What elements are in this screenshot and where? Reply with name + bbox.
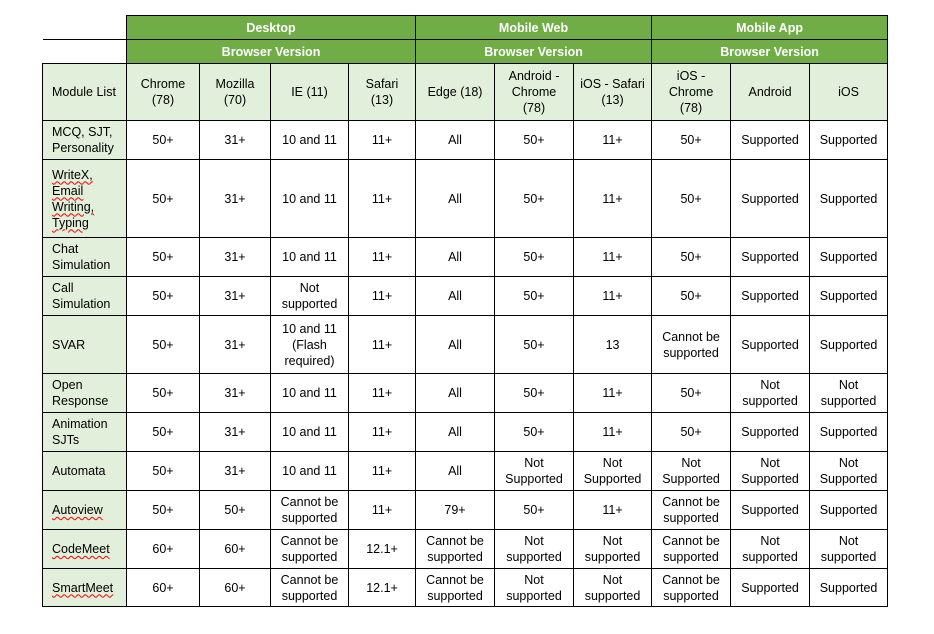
- cell-ios-safari: 11+: [574, 277, 652, 316]
- module-name: WriteX, Email Writing, Typing: [52, 167, 95, 230]
- subheader-mobile-web: Browser Version: [416, 40, 652, 64]
- blank-corner: [43, 16, 127, 40]
- cell-ie: 10 and 11: [271, 452, 349, 491]
- cell-safari: 12.1+: [349, 530, 416, 569]
- module-cell: Animation SJTs: [43, 413, 127, 452]
- cell-ios-safari: Not Supported: [574, 452, 652, 491]
- cell-edge: All: [416, 413, 495, 452]
- cell-ie: Cannot be supported: [271, 569, 349, 607]
- cell-edge: All: [416, 452, 495, 491]
- cell-safari: 11+: [349, 452, 416, 491]
- cell-ios: Supported: [810, 121, 888, 160]
- module-cell: [43, 160, 127, 238]
- cell-ie: 10 and 11: [271, 374, 349, 413]
- group-desktop: Desktop: [127, 16, 416, 40]
- cell-edge: All: [416, 238, 495, 277]
- blank-corner-sub: [43, 40, 127, 64]
- cell-ios-safari: 13: [574, 316, 652, 374]
- cell-ie: 10 and 11: [271, 160, 349, 238]
- cell-ios-chrome: Cannot be supported: [652, 569, 731, 607]
- cell-chrome: 50+: [127, 452, 200, 491]
- cell-safari: 11+: [349, 316, 416, 374]
- module-cell: Call Simulation: [43, 277, 127, 316]
- cell-ios: Supported: [810, 238, 888, 277]
- cell-mozilla: 31+: [200, 413, 271, 452]
- group-header-row: [43, 16, 888, 40]
- cell-ios-safari: 11+: [574, 491, 652, 530]
- cell-android: Not Supported: [731, 452, 810, 491]
- cell-chrome: 50+: [127, 277, 200, 316]
- col-module-list: Module List: [43, 64, 127, 121]
- browser-compatibility-table: [42, 15, 888, 607]
- group-mobile-web: Mobile Web: [416, 16, 652, 40]
- cell-ios-chrome: 50+: [652, 277, 731, 316]
- column-header-row: [43, 64, 888, 121]
- cell-ios-safari: 11+: [574, 374, 652, 413]
- module-cell: SVAR: [43, 316, 127, 374]
- cell-android-chrome: 50+: [495, 160, 574, 238]
- module-cell: Open Response: [43, 374, 127, 413]
- cell-ie: Cannot be supported: [271, 491, 349, 530]
- cell-android-chrome: 50+: [495, 316, 574, 374]
- cell-android: Supported: [731, 121, 810, 160]
- cell-ie: 10 and 11: [271, 413, 349, 452]
- table-row: [43, 569, 888, 607]
- cell-ios-chrome: 50+: [652, 160, 731, 238]
- group-mobile-app: Mobile App: [652, 16, 888, 40]
- cell-ios-safari: 11+: [574, 160, 652, 238]
- cell-mozilla: 60+: [200, 530, 271, 569]
- cell-ios-chrome: 50+: [652, 121, 731, 160]
- cell-mozilla: 31+: [200, 160, 271, 238]
- cell-ios: Supported: [810, 160, 888, 238]
- col-edge: Edge (18): [416, 64, 495, 121]
- cell-android: Supported: [731, 238, 810, 277]
- table-row: [43, 374, 888, 413]
- module-name: SmartMeet: [52, 580, 114, 595]
- cell-mozilla: 50+: [200, 491, 271, 530]
- subheader-desktop: Browser Version: [127, 40, 416, 64]
- cell-ios-chrome: 50+: [652, 374, 731, 413]
- module-cell: MCQ, SJT, Personality: [43, 121, 127, 160]
- module-cell: [43, 569, 127, 607]
- cell-edge: All: [416, 121, 495, 160]
- cell-mozilla: 31+: [200, 238, 271, 277]
- cell-ios: Supported: [810, 277, 888, 316]
- cell-ios: Not supported: [810, 530, 888, 569]
- module-cell: [43, 491, 127, 530]
- module-cell: Chat Simulation: [43, 238, 127, 277]
- cell-edge: Cannot be supported: [416, 569, 495, 607]
- cell-android: Supported: [731, 491, 810, 530]
- cell-android-chrome: 50+: [495, 238, 574, 277]
- module-cell: Automata: [43, 452, 127, 491]
- table-row: [43, 316, 888, 374]
- cell-mozilla: 31+: [200, 374, 271, 413]
- cell-android-chrome: Not Supported: [495, 452, 574, 491]
- cell-safari: 11+: [349, 277, 416, 316]
- cell-ie: 10 and 11: [271, 121, 349, 160]
- col-android-chrome: Android - Chrome (78): [495, 64, 574, 121]
- cell-ios: Supported: [810, 413, 888, 452]
- col-ios-chrome: iOS - Chrome (78): [652, 64, 731, 121]
- cell-ios-safari: Not supported: [574, 569, 652, 607]
- col-android: Android: [731, 64, 810, 121]
- cell-android-chrome: Not supported: [495, 569, 574, 607]
- cell-chrome: 60+: [127, 530, 200, 569]
- table-row: [43, 413, 888, 452]
- col-ios-safari: iOS - Safari (13): [574, 64, 652, 121]
- cell-ios-chrome: Cannot be supported: [652, 316, 731, 374]
- cell-android: Not supported: [731, 374, 810, 413]
- cell-android-chrome: 50+: [495, 121, 574, 160]
- table-row: [43, 277, 888, 316]
- cell-edge: Cannot be supported: [416, 530, 495, 569]
- cell-chrome: 50+: [127, 238, 200, 277]
- cell-ios-chrome: Cannot be supported: [652, 491, 731, 530]
- cell-mozilla: 31+: [200, 452, 271, 491]
- cell-ios-safari: 11+: [574, 238, 652, 277]
- cell-android-chrome: 50+: [495, 277, 574, 316]
- module-name: Autoview: [52, 503, 103, 517]
- table-row: [43, 452, 888, 491]
- cell-android: Supported: [731, 277, 810, 316]
- cell-safari: 11+: [349, 413, 416, 452]
- cell-ie: 10 and 11 (Flash required): [271, 316, 349, 374]
- cell-mozilla: 31+: [200, 277, 271, 316]
- subheader-row: [43, 40, 888, 64]
- cell-safari: 11+: [349, 160, 416, 238]
- cell-android: Supported: [731, 569, 810, 607]
- table-row: [43, 160, 888, 238]
- cell-android: Supported: [731, 160, 810, 238]
- cell-mozilla: 31+: [200, 121, 271, 160]
- col-chrome: Chrome (78): [127, 64, 200, 121]
- cell-ios-chrome: 50+: [652, 238, 731, 277]
- cell-chrome: 50+: [127, 121, 200, 160]
- table-body: [43, 121, 888, 607]
- table-row: [43, 530, 888, 569]
- cell-chrome: 50+: [127, 413, 200, 452]
- col-ios: iOS: [810, 64, 888, 121]
- cell-ios: Supported: [810, 569, 888, 607]
- cell-chrome: 50+: [127, 491, 200, 530]
- cell-ios: Not supported: [810, 374, 888, 413]
- cell-ios: Not Supported: [810, 452, 888, 491]
- cell-safari: 12.1+: [349, 569, 416, 607]
- cell-ios-chrome: 50+: [652, 413, 731, 452]
- module-name: CodeMeet: [52, 542, 110, 556]
- cell-android: Supported: [731, 413, 810, 452]
- cell-ios-safari: 11+: [574, 413, 652, 452]
- table-row: [43, 238, 888, 277]
- cell-android-chrome: 50+: [495, 491, 574, 530]
- cell-edge: 79+: [416, 491, 495, 530]
- cell-chrome: 50+: [127, 374, 200, 413]
- cell-edge: All: [416, 316, 495, 374]
- cell-ios-safari: 11+: [574, 121, 652, 160]
- cell-ios: Supported: [810, 491, 888, 530]
- cell-ios-chrome: Not Supported: [652, 452, 731, 491]
- cell-ie: Not supported: [271, 277, 349, 316]
- col-ie: IE (11): [271, 64, 349, 121]
- module-cell: [43, 530, 127, 569]
- cell-mozilla: 60+: [200, 569, 271, 607]
- cell-android-chrome: 50+: [495, 374, 574, 413]
- cell-android: Not supported: [731, 530, 810, 569]
- cell-android: Supported: [731, 316, 810, 374]
- col-safari: Safari (13): [349, 64, 416, 121]
- cell-safari: 11+: [349, 121, 416, 160]
- cell-ios-safari: Not supported: [574, 530, 652, 569]
- table-row: [43, 121, 888, 160]
- cell-android-chrome: Not supported: [495, 530, 574, 569]
- table-row: [43, 491, 888, 530]
- cell-chrome: 50+: [127, 160, 200, 238]
- cell-ios-chrome: Cannot be supported: [652, 530, 731, 569]
- cell-edge: All: [416, 160, 495, 238]
- cell-mozilla: 31+: [200, 316, 271, 374]
- cell-chrome: 50+: [127, 316, 200, 374]
- cell-safari: 11+: [349, 374, 416, 413]
- cell-ie: 10 and 11: [271, 238, 349, 277]
- col-mozilla: Mozilla (70): [200, 64, 271, 121]
- cell-edge: All: [416, 277, 495, 316]
- cell-android-chrome: 50+: [495, 413, 574, 452]
- cell-chrome: 60+: [127, 569, 200, 607]
- cell-ie: Cannot be supported: [271, 530, 349, 569]
- cell-edge: All: [416, 374, 495, 413]
- cell-safari: 11+: [349, 238, 416, 277]
- subheader-mobile-app: Browser Version: [652, 40, 888, 64]
- cell-safari: 11+: [349, 491, 416, 530]
- cell-ios: Supported: [810, 316, 888, 374]
